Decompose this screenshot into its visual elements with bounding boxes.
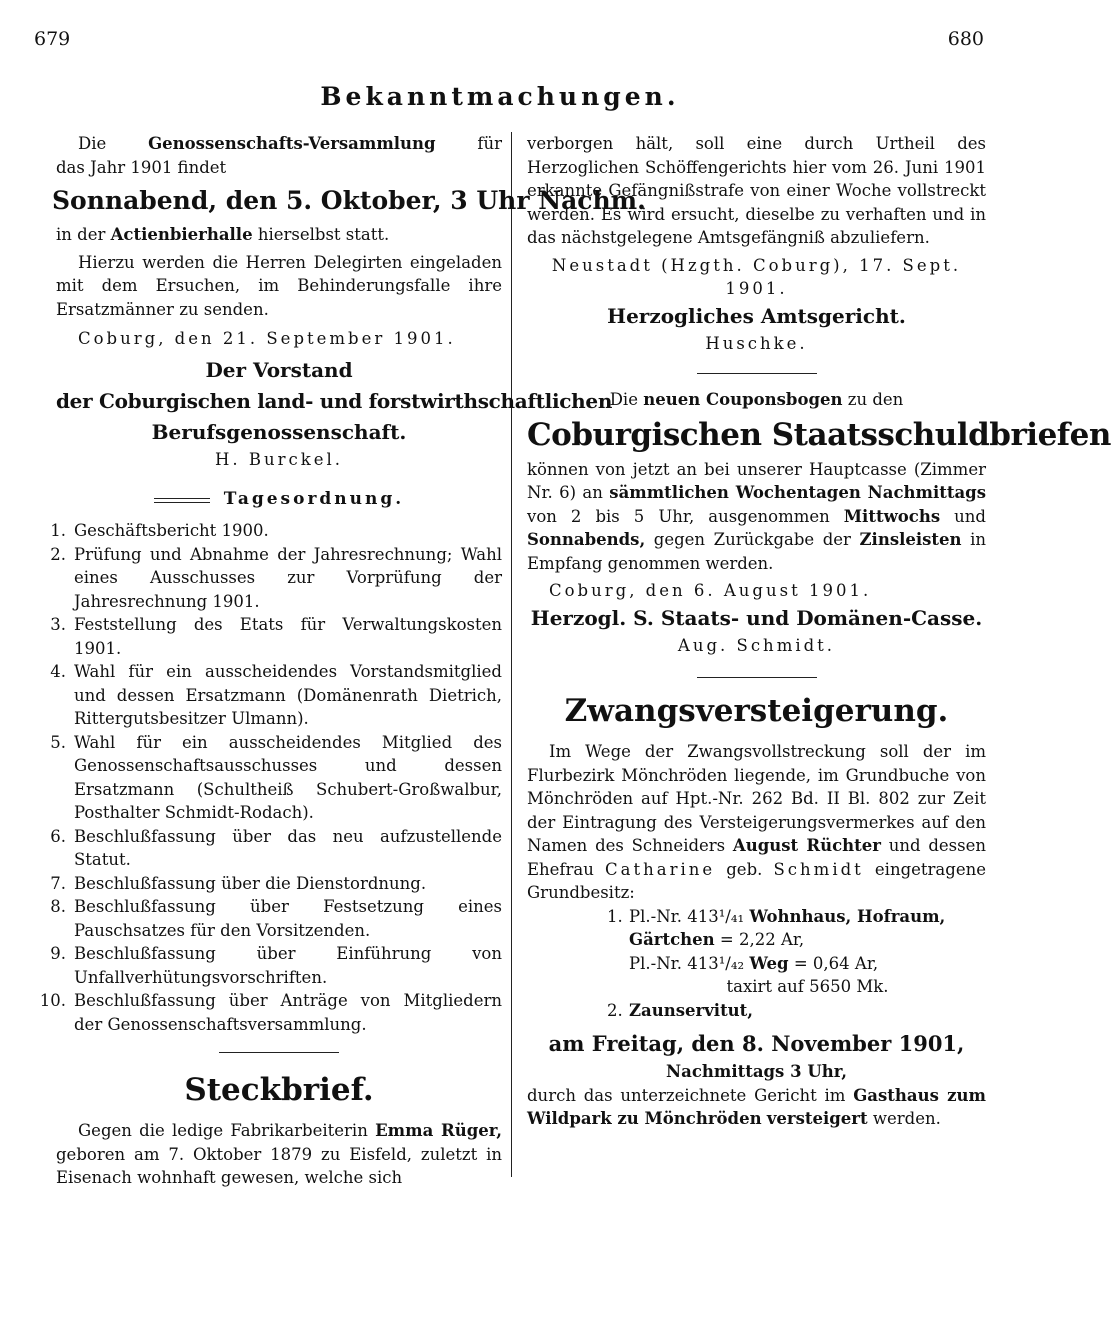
wanted-person: Emma Rüger, [375,1121,502,1140]
coupon-text: können von jetzt an bei unserer Hauptcasse (Zimmer Nr. 6) an sämmtlichen Wochentagen Nachmittags von 2 bis 5 Uhr, ausgenommen Mittwochs und Sonnabends, gegen Zurückgabe der Zinsleisten in Empfang genommen werden. [527,459,987,573]
dateline-coburg-aug: Coburg, den 6. August 1901. [549,581,872,600]
section-rule [697,373,817,374]
auction-text: Im Wege der Zwangsvollstreckung soll der im Flurbezirk Mönchröden liegende, im Grundbuche von Mönchröden auf Hpt.-Nr. 262 Bd. II Bl. 802 zur Zeit der Eintragung des Versteigerungsvermerkes auf den Namen des Schneiders August Rüchter und dessen Ehefrau Catharine geb. Schmidt eingetragene Grundbesitz: [527,742,986,902]
assembly-place: in der Actienbierhalle hierselbst statt. [56,225,390,244]
auction-time: Nachmittags 3 Uhr, [666,1062,847,1081]
agenda-item: 8. Beschlußfassung über Festsetzung eines Pauschsatzes für den Vorsitzenden. [50,897,502,940]
dateline-coburg-sept: Coburg, den 21. September 1901. [78,329,456,348]
page-number-left: 679 [34,28,71,50]
venue-name: Actienbierhalle [110,225,253,244]
agenda-item: 10. Beschlußfassung über Anträge von Mitgliedern der Genossenschaftsversammlung. [39,991,502,1034]
agenda-item: 6. Beschlußfassung über das neu aufzustellende Statut. [50,826,502,869]
property-item: 1. Pl.-Nr. 413¹/₄₁ Wohnhaus, Hofraum, Gärtchen = 2,22 Ar, Pl.-Nr. 413¹/₄₂ Weg = 0,64 Ar, taxirt auf 5650 Mk. [607,906,946,996]
agenda-item: 3. Feststellung des Etats für Verwaltungskosten 1901. [50,615,502,658]
agenda-item: 9. Beschlußfassung über Einführung von Unfallverhütungsvorschriften. [50,944,502,987]
owner-name: August Rüchter [732,836,881,855]
signature-association: der Coburgischen land- und forstwirthschaftlichen [56,388,613,413]
warrant-continuation: verborgen hält, soll eine durch Urtheil des Herzoglichen Schöffengerichts hier vom 26. Juni 1901 erkannte Gefängnißstrafe von einer Woche vollstreckt werden. Es wird ersucht, dieselbe zu verhaften und in das nächstgelegene Amtsgefängniß abzuliefern. [527,134,986,247]
warrant-text: Gegen die ledige Fabrikarbeiterin Emma Rüger, geboren am 7. Oktober 1879 zu Eisfeld, zuletzt in Eisenach wohnhaft gewesen, welche sich [56,1121,502,1187]
auction-date: am Freitag, den 8. November 1901, [548,1031,965,1056]
auction-title: Zwangsversteigerung. [564,693,949,729]
assembly-intro: Die Genossenschafts-Versammlung für [78,134,502,153]
treasury-signature: Aug. Schmidt. [677,635,836,655]
right-column [527,132,1111,1131]
coupon-name: neuen Couponsbogen [643,390,843,409]
page-heading: Bekanntmachungen. [320,82,680,111]
agenda-heading: Tagesordnung. [56,485,502,515]
coupon-intro: Die neuen Couponsbogen zu den [609,390,904,409]
court-signature: Huschke. [705,333,808,353]
property-item: 2. Zaunservitut, [607,1000,754,1020]
left-column [39,132,646,1190]
column-divider [511,132,512,1177]
agenda-item: 7. Beschlußfassung über die Dienstordnung. [50,873,427,893]
dateline-neustadt: Neustadt (Hzgth. Coburg), 17. Sept. 1901. [551,255,962,298]
assembly-year: das Jahr 1901 findet [56,157,227,177]
assembly-name: Genossenschafts-Versammlung [148,134,436,153]
coupon-title: Coburgischen Staatsschuldbriefen [527,416,1111,453]
auction-final: durch das unterzeichnete Gericht im Gasthaus zum Wildpark zu Mönchröden versteigert werden. [527,1085,986,1128]
page-number-right: 680 [947,28,984,50]
court-name: Herzogliches Amtsgericht. [607,303,906,328]
section-rule [697,677,817,678]
agenda-item: 5. Wahl für ein ausscheidendes Mitglied des Genossenschaftsausschusses und dessen Ersatzmann (Schultheiß Schubert-Großwalbur, Posthalter Schmidt-Rodach). [50,732,502,822]
agenda-list [39,519,502,1036]
agenda-item: 2. Prüfung und Abnahme der Jahresrechnung; Wahl eines Ausschusses zur Vorprüfung der Jahresrechnung 1901. [50,544,502,611]
signature-association-type: Berufsgenossenschaft. [151,419,407,444]
treasury-name: Herzogl. S. Staats- und Domänen-Casse. [530,605,983,630]
invitation-text: Hierzu werden die Herren Delegirten eingeladen mit dem Ersuchen, im Behinderungsfalle ihre Ersatzmänner zu senden. [56,252,502,319]
signature-board: Der Vorstand [205,357,353,382]
section-rule [219,1052,339,1053]
property-list [527,905,986,1023]
warrant-title: Steckbrief. [184,1072,374,1108]
agenda-item: 4. Wahl für ein ausscheidendes Vorstandsmitglied und dessen Ersatzmann (Domänenrath Dietrich, Rittergutsbesitzer Ulmann). [50,662,502,728]
agenda-item: 1. Geschäftsbericht 1900. [50,521,269,540]
double-rule-left [154,498,210,503]
assembly-date: Sonnabend, den 5. Oktober, 3 Uhr Nachm. [52,186,646,215]
signature-name: H. Burckel. [214,449,344,469]
